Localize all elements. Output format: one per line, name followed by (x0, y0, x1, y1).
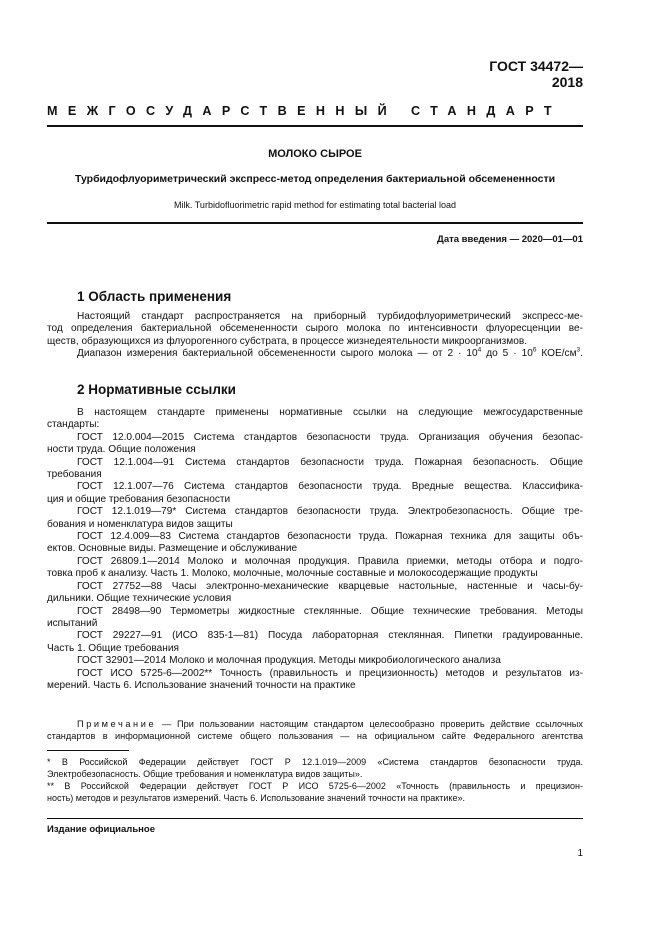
reference-line: ция и общие требования безопасности (47, 493, 231, 505)
footnote-line: ность) методов и результатов измерений. Часть 6. Использование значений точности на практике». (47, 793, 465, 803)
note-paragraph (47, 718, 583, 742)
reference-line: ГОСТ 28498—90 Термометры жидкостные стеклянные. Общие технические требования. Методы (77, 605, 583, 617)
title-rule (47, 222, 583, 224)
reference-line: стандарты: (47, 419, 100, 431)
reference-line: ГОСТ 26809.1—2014 Молоко и молочная продукция. Правила приемки, методы отбора и подго- (77, 555, 583, 567)
reference-line: ГОСТ 29227—91 (ИСО 835-1—81) Посуда лабораторная стеклянная. Пипетки градуированные. (77, 630, 583, 642)
reference-line: ектов. Основные виды. Размещение и обслуживание (47, 543, 298, 555)
reference-line: ГОСТ 12.4.009—83 Система стандартов безопасности труда. Пожарная техника для защиты объ- (77, 531, 583, 543)
introduction-date: Дата введения — 2020—01—01 (437, 234, 583, 245)
reference-line: ГОСТ 27752—88 Часы электронно-механические кварцевые настольные, настенные и часы-бу- (77, 580, 583, 592)
scope-paragraph (47, 311, 583, 361)
standard-banner: МЕЖГОСУДАРСТВЕННЫЙ СТАНДАРТ (47, 104, 563, 118)
footnote-line: Электробезопасность. Общие требования и номенклатура видов защиты». (47, 769, 363, 779)
official-edition-label: Издание официальное (47, 824, 155, 835)
footnote-line: ** В Российской Федерации действует ГОСТ Р ИСО 5725-6—2002 «Точность (правильность и прецизион- (47, 781, 583, 791)
document-subtitle: Турбидофлуориметрический экспресс-метод определения бактериальной обсемененности (74, 173, 556, 185)
reference-line: В настоящем стандарте применены нормативные ссылки на следующие межгосударственные (77, 407, 583, 418)
banner-rule (47, 125, 583, 127)
scope-line: ществ, образующихся из флуорогенного субстрата, в процессе жизнедеятельности микроорганизмов. (47, 335, 528, 347)
reference-line: испытаний (47, 617, 98, 629)
section-heading-scope: 1 Область применения (77, 289, 232, 304)
document-title: МОЛОКО СЫРОЕ (268, 148, 362, 160)
measurement-range: Диапазон измерения бактериальной обсемененности сырого молока — от $2 \cdot 10^4$ до $5 \cdot 10^6$ КОЕ/$см^3$. (77, 346, 583, 360)
reference-line: ГОСТ 12.0.004—2015 Система стандартов безопасности труда. Организация обучения безопас- (77, 431, 583, 443)
reference-line: мерений. Часть 6. Использование значений точности на практике (47, 679, 356, 691)
reference-line: ГОСТ ИСО 5725-6—2002** Точность (правильность и прецизионность) методов и результатов из- (77, 667, 583, 679)
page-number: 1 (577, 848, 583, 859)
reference-line: ГОСТ 12.1.019—79* Система стандартов безопасности труда. Электробезопасность. Общие тре- (77, 506, 583, 518)
footnote-separator (47, 750, 129, 751)
scope-line: Настоящий стандарт распространяется на приборный турбидофлуориметрический экспресс-ме- (77, 311, 583, 322)
reference-line: ГОСТ 12.1.007—76 Система стандартов безопасности труда. Вредные вещества. Классифика- (77, 481, 583, 493)
reference-line: ГОСТ 32901—2014 Молоко и молочная продукция. Методы микробиологического анализа (77, 655, 501, 667)
reference-line: Часть 1. Общие требования (47, 642, 179, 654)
scope-line: тод определения бактериальной обсемененности сырого молока по интенсивности флуоресценции ве- (47, 323, 583, 335)
references-list (47, 407, 583, 692)
reference-line: ности труда. Общие положения (47, 444, 196, 456)
note-line: стандартов в информационной системе общего пользования — на официальном сайте Федерального агентства (47, 731, 583, 741)
reference-line: бования и номенклатура видов защиты (47, 518, 233, 530)
footer-rule (47, 818, 583, 819)
reference-line: дильники. Общие технические условия (47, 593, 232, 605)
section-heading-references: 2 Нормативные ссылки (77, 382, 236, 397)
footnote-line: * В Российской Федерации действует ГОСТ Р 12.1.019—2009 «Система стандартов безопасности труда. (47, 757, 583, 767)
note-label: Примечание (77, 719, 157, 729)
reference-line: товка проб к анализу. Часть 1. Молоко, молочные, молочные составные и молокосодержащие продукты (47, 568, 538, 580)
note-line: Примечание — При пользовании настоящим стандартом целесообразно проверить действие ссылочных (77, 719, 583, 729)
reference-line: требования (47, 469, 102, 481)
document-number: ГОСТ 34472—2018 (489, 58, 583, 90)
footnotes (47, 756, 583, 804)
reference-line: ГОСТ 12.1.004—91 Система стандартов безопасности труда. Пожарная безопасность. Общие (77, 456, 583, 468)
english-title: Milk. Turbidofluorimetric rapid method for estimating total bacterial load (173, 200, 457, 210)
